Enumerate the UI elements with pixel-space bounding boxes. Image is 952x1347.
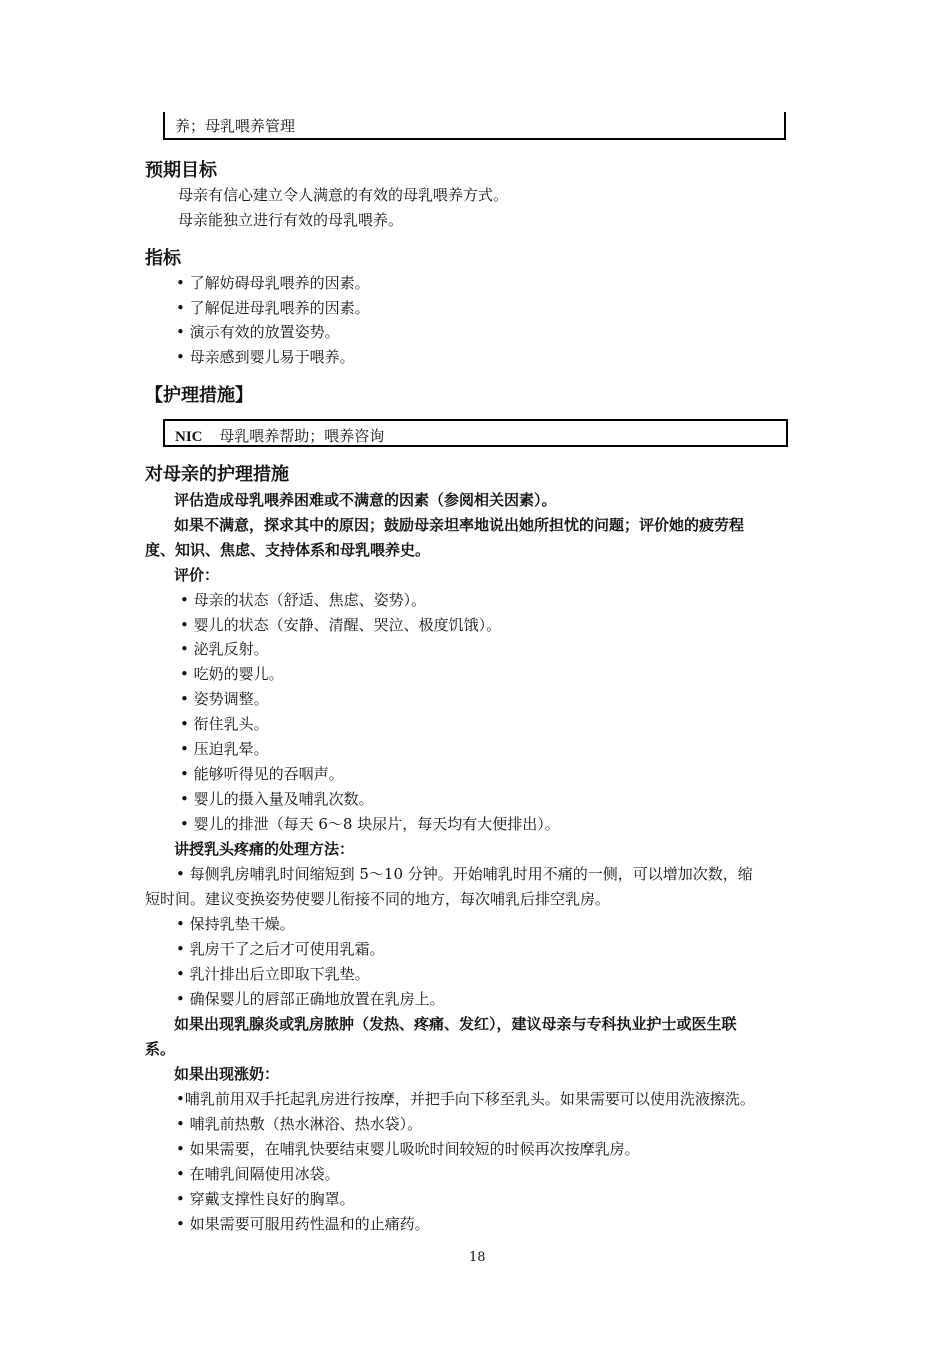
indicators-heading: 指标 bbox=[145, 248, 181, 269]
nic-box bbox=[163, 419, 788, 447]
engorgement-item: • 哺乳前热敷（热水淋浴、热水袋）。 bbox=[176, 1115, 423, 1133]
evaluate-item: • 姿势调整。 bbox=[180, 690, 269, 708]
evaluate-item: • 衔住乳头。 bbox=[180, 715, 269, 733]
engorgement-item: • 如果需要可服用药性温和的止痛药。 bbox=[176, 1215, 430, 1233]
nic-continuation-box bbox=[163, 112, 786, 140]
indicator-item: • 演示有效的放置姿势。 bbox=[176, 323, 340, 341]
engorgement-item: • 如果需要，在哺乳快要结束婴儿吸吮时间较短的时候再次按摩乳房。 bbox=[176, 1140, 640, 1158]
unsatisfied-line: 如果不满意，探求其中的原因；鼓励母亲坦率地说出她所担忧的问题；评价她的疲劳程 bbox=[174, 516, 745, 534]
nipple-pain-item: • 保持乳垫干燥。 bbox=[176, 915, 295, 933]
indicator-item: • 了解促进母乳喂养的因素。 bbox=[176, 299, 370, 317]
assess-line: 评估造成母乳喂养困难或不满意的因素（参阅相关因素）。 bbox=[174, 491, 557, 509]
mastitis-line: 如果出现乳腺炎或乳房脓肿（发热、疼痛、发红），建议母亲与专科执业护士或医生联 bbox=[174, 1015, 737, 1033]
evaluate-item: • 泌乳反射。 bbox=[180, 640, 269, 658]
evaluate-label: 评价： bbox=[174, 566, 220, 584]
engorgement-label: 如果出现涨奶： bbox=[174, 1065, 280, 1083]
nic-label: NIC bbox=[175, 429, 203, 445]
nipple-pain-item: • 乳汁排出后立即取下乳垫。 bbox=[176, 965, 370, 983]
box-text: 养；母乳喂养管理 bbox=[175, 117, 296, 135]
evaluate-item: • 婴儿的摄入量及哺乳次数。 bbox=[180, 790, 374, 808]
evaluate-item: • 吃奶的婴儿。 bbox=[180, 665, 284, 683]
unsatisfied-line: 度、知识、焦虑、支持体系和母乳喂养史。 bbox=[145, 541, 431, 559]
nipple-pain-line: 短时间。建议变换姿势使婴儿衔接不同的地方，每次哺乳后排空乳房。 bbox=[145, 890, 611, 908]
engorgement-item: •哺乳前用双手托起乳房进行按摩，并把手向下移至乳头。如果需要可以使用洗液擦洗。 bbox=[176, 1090, 755, 1108]
nic-text: 母乳喂养帮助；喂养咨询 bbox=[219, 427, 385, 445]
evaluate-item: • 母亲的状态（舒适、焦虑、姿势）。 bbox=[180, 591, 427, 609]
goal-line: 母亲能独立进行有效的母乳喂养。 bbox=[178, 211, 404, 229]
indicator-item: • 了解妨碍母乳喂养的因素。 bbox=[176, 274, 370, 292]
nic-box-content bbox=[175, 425, 384, 446]
page-number: 18 bbox=[469, 1250, 486, 1265]
mother-measures-heading: 对母亲的护理措施 bbox=[145, 464, 289, 485]
engorgement-item: • 在哺乳间隔使用冰袋。 bbox=[176, 1165, 340, 1183]
goal-line: 母亲有信心建立令人满意的有效的母乳喂养方式。 bbox=[178, 186, 509, 204]
engorgement-item: • 穿戴支撑性良好的胸罩。 bbox=[176, 1190, 355, 1208]
evaluate-item: • 婴儿的排泄（每天 6～8 块尿片，每天均有大便排出）。 bbox=[180, 815, 560, 833]
mastitis-line: 系。 bbox=[145, 1040, 176, 1058]
evaluate-item: • 能够听得见的吞咽声。 bbox=[180, 765, 344, 783]
nipple-pain-label: 讲授乳头疼痛的处理方法： bbox=[174, 840, 355, 858]
nursing-measures-heading: 【护理措施】 bbox=[145, 385, 253, 406]
nipple-pain-item: • 确保婴儿的唇部正确地放置在乳房上。 bbox=[176, 990, 445, 1008]
nipple-pain-line: • 每侧乳房哺乳时间缩短到 5～10 分钟。开始哺乳时用不痛的一侧，可以增加次数，缩 bbox=[176, 865, 753, 883]
evaluate-item: • 婴儿的状态（安静、清醒、哭泣、极度饥饿）。 bbox=[180, 616, 502, 634]
expected-goals-heading: 预期目标 bbox=[145, 160, 217, 181]
nipple-pain-item: • 乳房干了之后才可使用乳霜。 bbox=[176, 940, 385, 958]
evaluate-item: • 压迫乳晕。 bbox=[180, 740, 269, 758]
indicator-item: • 母亲感到婴儿易于喂养。 bbox=[176, 348, 355, 366]
